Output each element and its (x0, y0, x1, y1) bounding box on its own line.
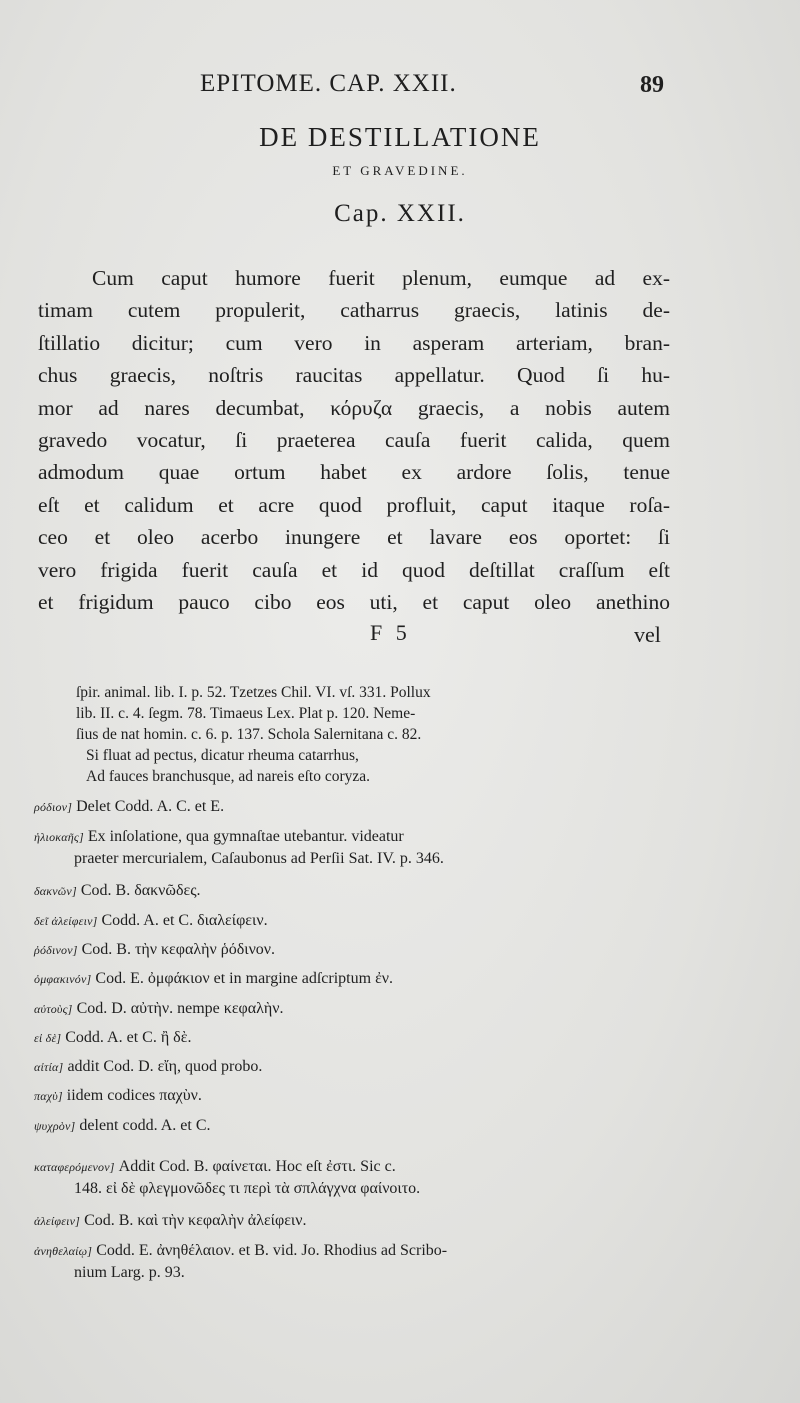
critical-note (34, 1240, 447, 1284)
note-text: delent codd. A. et C. (75, 1117, 211, 1134)
critical-note (34, 796, 224, 818)
chapter-number: Cap. XXII. (334, 200, 466, 227)
critical-note (34, 1210, 306, 1232)
note-text: iidem codices παχὺν. (62, 1087, 202, 1104)
text-line: et frigidum pauco cibo eos uti, et caput oleo anethino (38, 590, 670, 615)
note-line: 148. εἰ δὲ φλεγμονῶδες τι περὶ τὰ σπλάγχνα φαίνοιτο. (74, 1180, 421, 1197)
note-lemma: ρόδιον] (34, 800, 73, 814)
critical-note (34, 1056, 262, 1078)
critical-note (34, 1027, 191, 1049)
text-line: ſtillatio dicitur; cum vero in asperam arteriam, bran- (38, 330, 670, 355)
note-line (34, 968, 393, 990)
note-line (34, 1056, 262, 1078)
text-line: gravedo vocatur, ſi praeterea cauſa fuerit calida, quem (38, 428, 670, 453)
note-text: Cod. D. αὐτὴν. nempe κεφαλὴν. (72, 1000, 284, 1017)
note-lemma: αὐτοὺς] (34, 1002, 73, 1016)
critical-note (34, 968, 393, 990)
note-lemma: ὀμφακινόν] (34, 972, 92, 986)
note-line (34, 1115, 211, 1137)
note-line (34, 910, 268, 932)
note-lemma: δακνῶν] (34, 884, 77, 898)
note-lemma: ἀλείφειν] (34, 1214, 81, 1228)
footnote-line: lib. II. c. 4. ſegm. 78. Timaeus Lex. Plat p. 120. Neme- (76, 705, 416, 722)
text-line: admodum quae ortum habet ex ardore ſolis, tenue (38, 460, 670, 485)
note-line (34, 939, 275, 961)
note-line: nium Larg. p. 93. (74, 1264, 185, 1281)
note-text: Codd. A. et C. ἢ δὲ. (61, 1029, 192, 1046)
critical-note (34, 1085, 202, 1107)
footnote-verse-line: Si fluat ad pectus, dicatur rheuma catarrhus, (86, 747, 359, 764)
note-text: Codd. A. et C. διαλείφειν. (97, 912, 268, 929)
footnote-continuation (76, 682, 668, 787)
note-text: Codd. E. ἀνηθέλαιον. et B. vid. Jo. Rhodius ad Scribo- (92, 1242, 448, 1259)
note-lemma: αἰτία] (34, 1060, 64, 1074)
text-line: eſt et calidum et acre quod profluit, caput itaque roſa- (38, 492, 670, 517)
footnote-line: ſius de nat homin. c. 6. p. 137. Schola Salernitana c. 82. (76, 726, 422, 743)
note-text: Cod. B. καὶ τὴν κεφαλὴν ἀλείφειν. (80, 1212, 307, 1229)
critical-note (34, 826, 444, 870)
text-line: vero frigida fuerit cauſa et id quod deſtillat craſſum eſt (38, 557, 670, 582)
footnote-line: ſpir. animal. lib. I. p. 52. Tzetzes Chil. VI. vſ. 331. Pollux (76, 684, 431, 701)
chapter-subtitle: ET GRAVEDINE. (332, 163, 468, 178)
critical-note (34, 939, 275, 961)
note-lemma: παχὺ] (34, 1089, 63, 1103)
critical-note (34, 880, 201, 902)
footnote-verse-line: Ad fauces branchusque, ad nareis eſto coryza. (86, 768, 371, 785)
note-lemma: ψυχρὸν] (34, 1119, 76, 1133)
note-line: praeter mercurialem, Caſaubonus ad Perſii Sat. IV. p. 346. (74, 850, 444, 867)
note-line (34, 1027, 191, 1049)
note-lemma: δεῖ ἀλείφειν] (34, 914, 98, 928)
note-line (34, 1156, 420, 1178)
page-header (0, 70, 800, 110)
critical-note (34, 1115, 211, 1137)
critical-note (34, 998, 284, 1020)
note-line (34, 826, 444, 848)
running-title: EPITOME. CAP. XXII. (200, 70, 457, 97)
note-lemma: ῥόδινον] (34, 943, 78, 957)
note-line (34, 1240, 447, 1262)
note-text: Ex inſolatione, qua gymnaſtae utebantur. videatur (83, 828, 404, 845)
critical-note (34, 910, 268, 932)
chapter-title: DE DESTILLATIONE (259, 122, 541, 152)
note-text: addit Cod. D. εἴη, quod probo. (63, 1058, 263, 1075)
signature-mark: F 5 (370, 620, 411, 645)
note-lemma: εἰ δὲ] (34, 1031, 62, 1045)
text-line: Cum caput humore fuerit plenum, eumque ad ex- (92, 266, 670, 290)
note-lemma: ἀνηθελαίῳ] (34, 1244, 93, 1258)
note-line (34, 1085, 202, 1107)
text-line: timam cutem propulerit, catharrus graecis, latinis de- (38, 298, 670, 323)
note-text: Addit Cod. B. φαίνεται. Hoc eſt ἐστι. Sic c. (114, 1158, 396, 1175)
note-text: Cod. B. δακνῶδες. (76, 882, 201, 899)
main-text (38, 262, 670, 618)
critical-note (34, 1156, 420, 1200)
note-lemma: ἡλιοκαῆς] (34, 830, 84, 844)
note-text: Cod. E. ὀμφάκιον et in margine adſcriptum ἐν. (91, 970, 394, 987)
note-text: Cod. B. τὴν κεφαλὴν ῥόδινον. (77, 941, 276, 958)
text-line: ceo et oleo acerbo inungere et lavare eos oportet: ſi (38, 525, 670, 550)
note-line (34, 796, 224, 818)
catchword: vel (634, 622, 661, 647)
text-line: chus graecis, noſtris raucitas appellatur. Quod ſi hu- (38, 363, 670, 388)
note-line (34, 880, 201, 902)
note-line (34, 1210, 306, 1232)
note-text: Delet Codd. A. C. et E. (72, 798, 225, 815)
text-line: mor ad nares decumbat, κόρυζα graecis, a nobis autem (38, 395, 670, 420)
note-lemma: καταφερόμενον] (34, 1160, 115, 1174)
note-line (34, 998, 284, 1020)
page-number: 89 (640, 72, 664, 98)
